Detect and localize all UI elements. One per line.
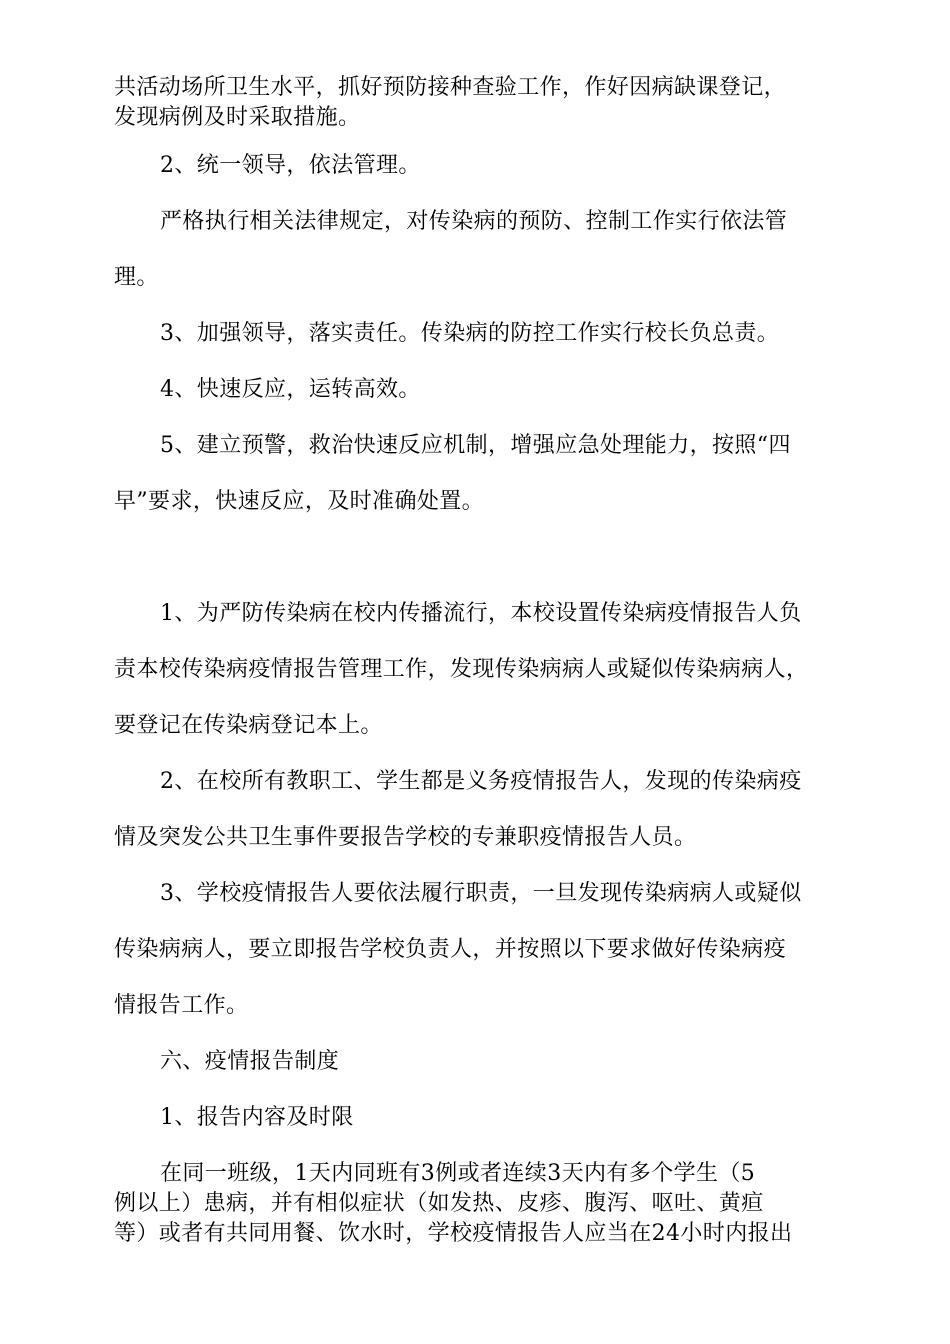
text-line: 责本校传染病疫情报告管理工作，发现传染病病人或疑似传染病病人， — [114, 657, 809, 682]
subsection-heading: 1、报告内容及时限 — [160, 1105, 354, 1130]
text-line: 要登记在传染病登记本上。 — [114, 713, 383, 738]
list-item-heading: 3、加强领导，落实责任。传染病的防控工作实行校长负总责。 — [160, 321, 780, 346]
text-line: 情及突发公共卫生事件要报告学校的专兼职疫情报告人员。 — [114, 825, 697, 850]
list-item-heading: 4、快速反应，运转高效。 — [160, 377, 421, 402]
text-line: 在同一班级，1天内同班有3例或者连续3天内有多个学生（5 — [160, 1161, 756, 1186]
text-line: 发现病例及时采取措施。 — [114, 105, 361, 130]
text-line: 共活动场所卫生水平，抓好预防接种查验工作，作好因病缺课登记， — [114, 75, 787, 100]
text-line: 例以上）患病，并有相似症状（如发热、皮疹、腹泻、呕吐、黄疸 — [114, 1191, 764, 1216]
text-line: 早”要求，快速反应，及时准确处置。 — [114, 489, 485, 514]
text-line: 等）或者有共同用餐、饮水时，学校疫情报告人应当在24小时内报出 — [114, 1221, 793, 1246]
list-item: 2、在校所有教职工、学生都是义务疫情报告人，发现的传染病疫 — [160, 769, 802, 794]
text-line: 理。 — [114, 265, 159, 290]
list-item: 1、为严防传染病在校内传播流行，本校设置传染病疫情报告人负 — [160, 601, 802, 626]
text-line: 传染病病人，要立即报告学校负责人，并按照以下要求做好传染病疫 — [114, 937, 787, 962]
list-item-heading: 5、建立预警，救治快速反应机制，增强应急处理能力，按照“四 — [160, 433, 791, 458]
list-item-heading: 2、统一领导，依法管理。 — [160, 153, 421, 178]
section-heading: 六、疫情报告制度 — [160, 1049, 340, 1074]
list-item: 3、学校疫情报告人要依法履行职责，一旦发现传染病病人或疑似 — [160, 881, 802, 906]
text-line: 情报告工作。 — [114, 993, 249, 1018]
text-line: 严格执行相关法律规定，对传染病的预防、控制工作实行依法管 — [160, 209, 788, 234]
